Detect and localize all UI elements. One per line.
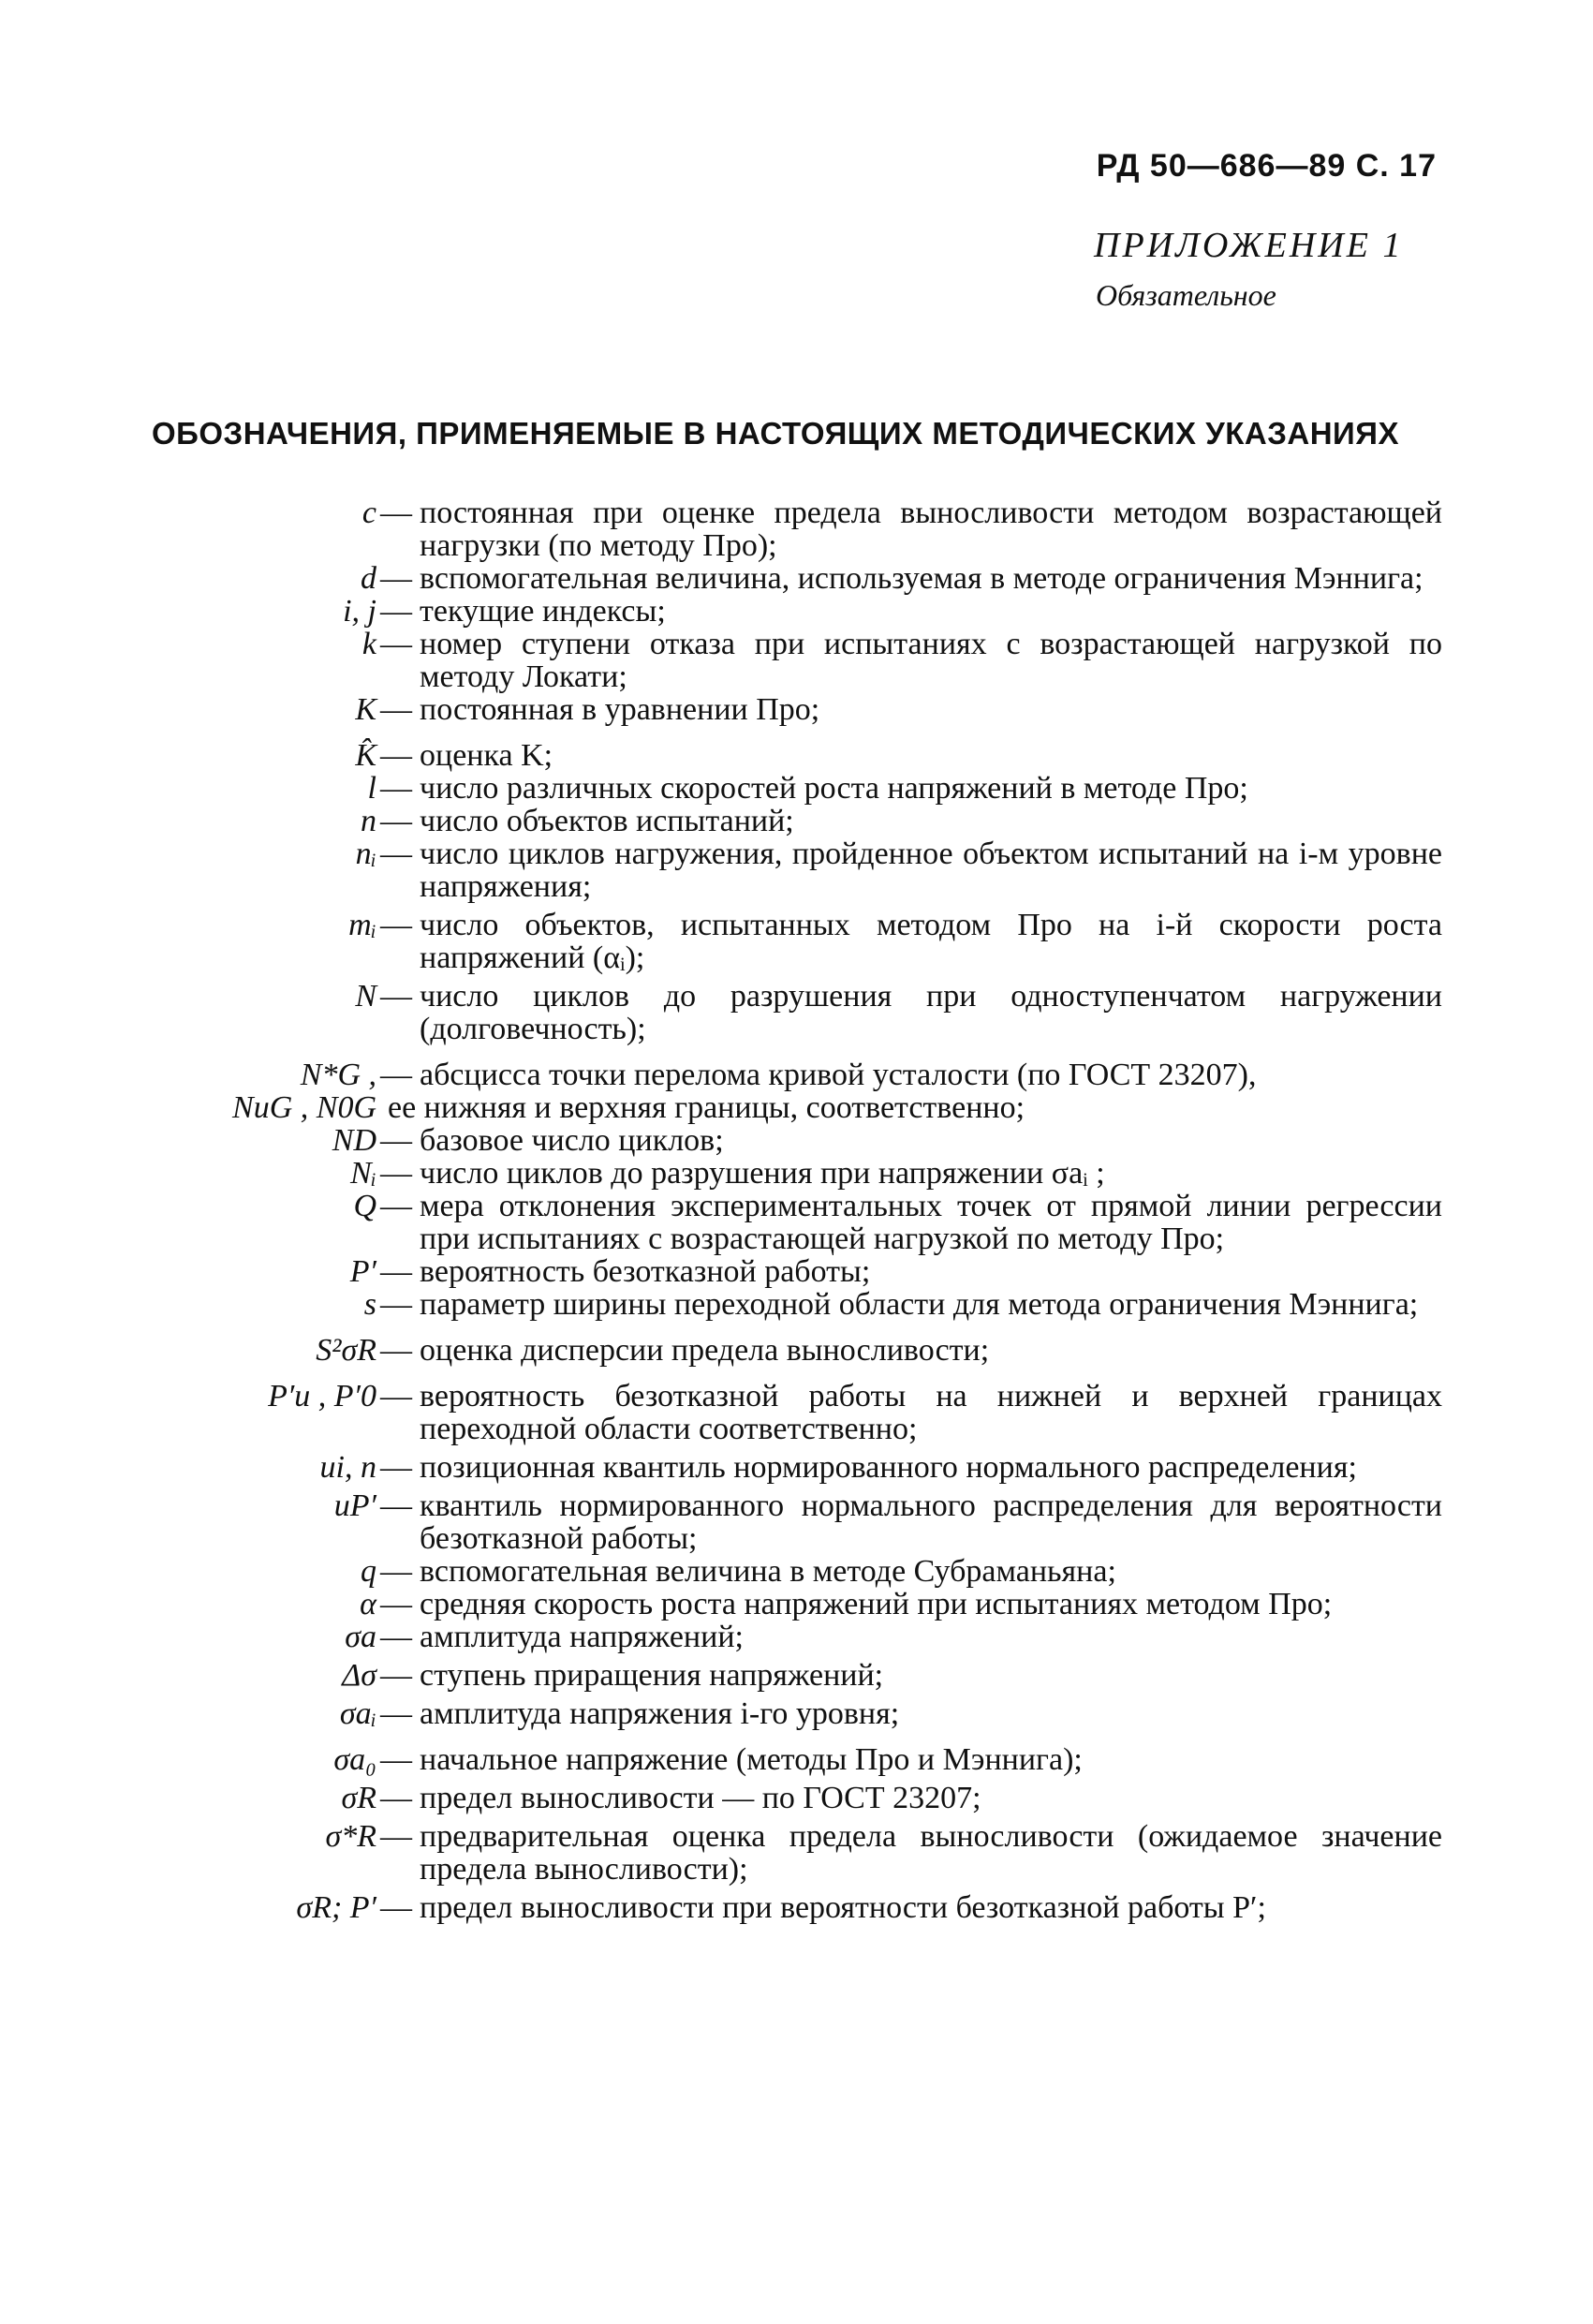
definition-dash: — <box>380 804 412 838</box>
definition-text: число циклов до разрушения при напряжении σaᵢ ; <box>420 1156 1105 1191</box>
definition-term: σR; P′ <box>296 1890 376 1925</box>
definition-row <box>131 595 1442 628</box>
definition-row <box>131 1255 1442 1288</box>
definition-term: σR <box>341 1781 376 1815</box>
definitions-list <box>131 496 1442 1924</box>
definition-dash: — <box>380 1696 412 1731</box>
definition-dash: — <box>380 1658 412 1693</box>
definition-text: вероятность безотказной работы; <box>420 1254 871 1289</box>
definition-dash: — <box>380 1333 412 1368</box>
definition-dash: — <box>380 1254 412 1289</box>
definition-dash: — <box>380 1287 412 1322</box>
definition-dash: — <box>380 627 412 661</box>
definition-row <box>131 1891 1442 1924</box>
definition-row <box>131 772 1442 805</box>
definition-dash: — <box>380 1450 412 1485</box>
definition-term: l <box>367 771 376 806</box>
definition-row <box>131 562 1442 595</box>
definition-text: предел выносливости — по ГОСТ 23207; <box>420 1781 981 1815</box>
definition-text: ступень приращения напряжений; <box>420 1658 884 1693</box>
document-code: РД 50—686—89 С. 17 <box>1096 148 1437 184</box>
definition-dash: — <box>380 1781 412 1815</box>
definition-row <box>131 693 1442 726</box>
definition-row <box>131 837 1442 903</box>
definition-dash: — <box>380 1189 412 1223</box>
definition-dash: — <box>380 1123 412 1158</box>
definition-row <box>131 1743 1442 1776</box>
definition-dash: — <box>380 496 412 530</box>
definition-text: число циклов до разрушения при одноступенчатом нагружении (долговечность); <box>420 979 1442 1046</box>
definition-row <box>131 1157 1442 1190</box>
definition-row <box>131 1659 1442 1692</box>
definition-dash: — <box>380 561 412 596</box>
definition-dash: — <box>380 1890 412 1925</box>
definition-text: вспомогательная величина в методе Субраманьяна; <box>420 1554 1116 1589</box>
definition-term: P′и , P′0 <box>268 1379 376 1414</box>
definition-row <box>131 909 1442 974</box>
definition-term: ND <box>332 1123 376 1158</box>
definition-dash: — <box>380 1488 412 1523</box>
definition-text: параметр ширины переходной области для метода ограничения Мэннига; <box>420 1287 1419 1322</box>
definition-row <box>131 1782 1442 1814</box>
definition-row <box>131 1820 1442 1886</box>
definition-text: абсцисса точки перелома кривой усталости (по ГОСТ 23207), <box>420 1058 1257 1092</box>
definition-term: ui, n <box>319 1450 376 1485</box>
definition-text: амплитуда напряжений; <box>420 1620 744 1654</box>
definition-row <box>131 1451 1442 1484</box>
mandatory-label: Обязательное <box>1096 278 1276 312</box>
definition-text: мера отклонения экспериментальных точек от прямой линии регрессии при испытаниях с возрастающей нагрузкой по методу Про; <box>420 1189 1442 1256</box>
definition-dash: — <box>380 594 412 629</box>
definition-term: i, j <box>343 594 376 629</box>
definition-row <box>131 1555 1442 1588</box>
definition-dash: — <box>380 1058 412 1092</box>
definition-term: c <box>361 496 376 530</box>
definition-row <box>131 739 1442 772</box>
definition-term: q <box>361 1554 376 1589</box>
definition-term: mᵢ <box>348 908 376 942</box>
definition-term: K <box>355 692 376 727</box>
definition-dash: — <box>380 908 412 942</box>
definition-term: Nᵢ <box>349 1156 376 1191</box>
definition-term: Δσ <box>342 1658 376 1693</box>
definition-row <box>131 805 1442 837</box>
definition-text: ее нижняя и верхняя границы, соответственно; <box>388 1090 1025 1125</box>
definition-row <box>131 1058 1442 1091</box>
definition-text: оценка дисперсии предела выносливости; <box>420 1333 990 1368</box>
definition-term: σa <box>345 1620 376 1654</box>
definition-dash: — <box>380 1379 412 1414</box>
definition-text: число различных скоростей роста напряжений в методе Про; <box>420 771 1248 806</box>
definition-row <box>131 628 1442 693</box>
definition-term: nᵢ <box>355 836 376 871</box>
definition-text: число циклов нагружения, пройденное объектом испытаний на i-м уровне напряжения; <box>420 836 1442 904</box>
definition-row <box>131 1334 1442 1367</box>
definition-text: номер ступени отказа при испытаниях с возрастающей нагрузкой по методу Локати; <box>420 627 1442 694</box>
definition-dash: — <box>380 1620 412 1654</box>
definition-dash: — <box>380 692 412 727</box>
definition-term: σ*R <box>325 1819 376 1854</box>
definition-row <box>131 1091 1442 1124</box>
definition-term: σa₀ <box>333 1742 376 1777</box>
definition-row <box>131 1588 1442 1621</box>
page-title: ОБОЗНАЧЕНИЯ, ПРИМЕНЯЕМЫЕ В НАСТОЯЩИХ МЕТОДИЧЕСКИХ УКАЗАНИЯХ <box>152 416 1399 451</box>
definition-text: постоянная в уравнении Про; <box>420 692 820 727</box>
definition-text: позиционная квантиль нормированного нормального распределения; <box>420 1450 1357 1485</box>
definition-row <box>131 1124 1442 1157</box>
definition-text: текущие индексы; <box>420 594 666 629</box>
definition-dash: — <box>380 836 412 871</box>
definition-term: K̂ <box>355 738 376 773</box>
definition-row <box>131 1288 1442 1321</box>
appendix-label: ПРИЛОЖЕНИЕ 1 <box>1094 226 1404 265</box>
definition-text: постоянная при оценке предела выносливости методом возрастающей нагрузки (по методу Про); <box>420 496 1442 563</box>
definition-text: предел выносливости при вероятности безотказной работы P′; <box>420 1890 1266 1925</box>
definition-text: число объектов, испытанных методом Про на i-й скорости роста напряжений (αᵢ); <box>420 908 1442 975</box>
definition-term: N*G , <box>300 1058 376 1092</box>
definition-text: предварительная оценка предела выносливости (ожидаемое значение предела выносливости); <box>420 1819 1442 1887</box>
definition-text: число объектов испытаний; <box>420 804 794 838</box>
definition-dash: — <box>380 1742 412 1777</box>
definition-text: вспомогательная величина, используемая в методе ограничения Мэннига; <box>420 561 1423 596</box>
definition-dash: — <box>380 771 412 806</box>
definition-row <box>131 980 1442 1045</box>
definition-term: Q <box>353 1189 376 1223</box>
definition-text: начальное напряжение (методы Про и Мэннига); <box>420 1742 1083 1777</box>
definition-dash: — <box>380 979 412 1014</box>
definition-text: амплитуда напряжения i-го уровня; <box>420 1696 900 1731</box>
definition-text: квантиль нормированного нормального распределения для вероятности безотказной работы; <box>420 1488 1442 1556</box>
definition-term: uP′ <box>333 1488 376 1523</box>
definition-row <box>131 1489 1442 1555</box>
definition-term: σaᵢ <box>339 1696 376 1731</box>
definition-term: α <box>360 1587 376 1621</box>
definition-text: базовое число циклов; <box>420 1123 724 1158</box>
definition-term: S²σR <box>316 1333 376 1368</box>
definition-row <box>131 496 1442 562</box>
definition-dash: — <box>380 1554 412 1589</box>
definition-term: d <box>361 561 376 596</box>
definition-text: средняя скорость роста напряжений при испытаниях методом Про; <box>420 1587 1333 1621</box>
definition-term: k <box>361 627 376 661</box>
definition-term: P′ <box>349 1254 376 1289</box>
definition-dash: — <box>380 1156 412 1191</box>
definition-text: оценка K; <box>420 738 553 773</box>
definition-row <box>131 1697 1442 1730</box>
definition-term: N <box>355 979 376 1014</box>
definition-row <box>131 1190 1442 1255</box>
definition-term: NиG , N0G <box>232 1090 376 1125</box>
definition-term: s <box>363 1287 376 1322</box>
definition-row <box>131 1621 1442 1653</box>
definition-text: вероятность безотказной работы на нижней и верхней границах переходной области соответственно; <box>420 1379 1442 1446</box>
definition-row <box>131 1380 1442 1445</box>
definition-dash: — <box>380 1587 412 1621</box>
definition-term: n <box>361 804 376 838</box>
definition-dash: — <box>380 1819 412 1854</box>
definition-dash: — <box>380 738 412 773</box>
